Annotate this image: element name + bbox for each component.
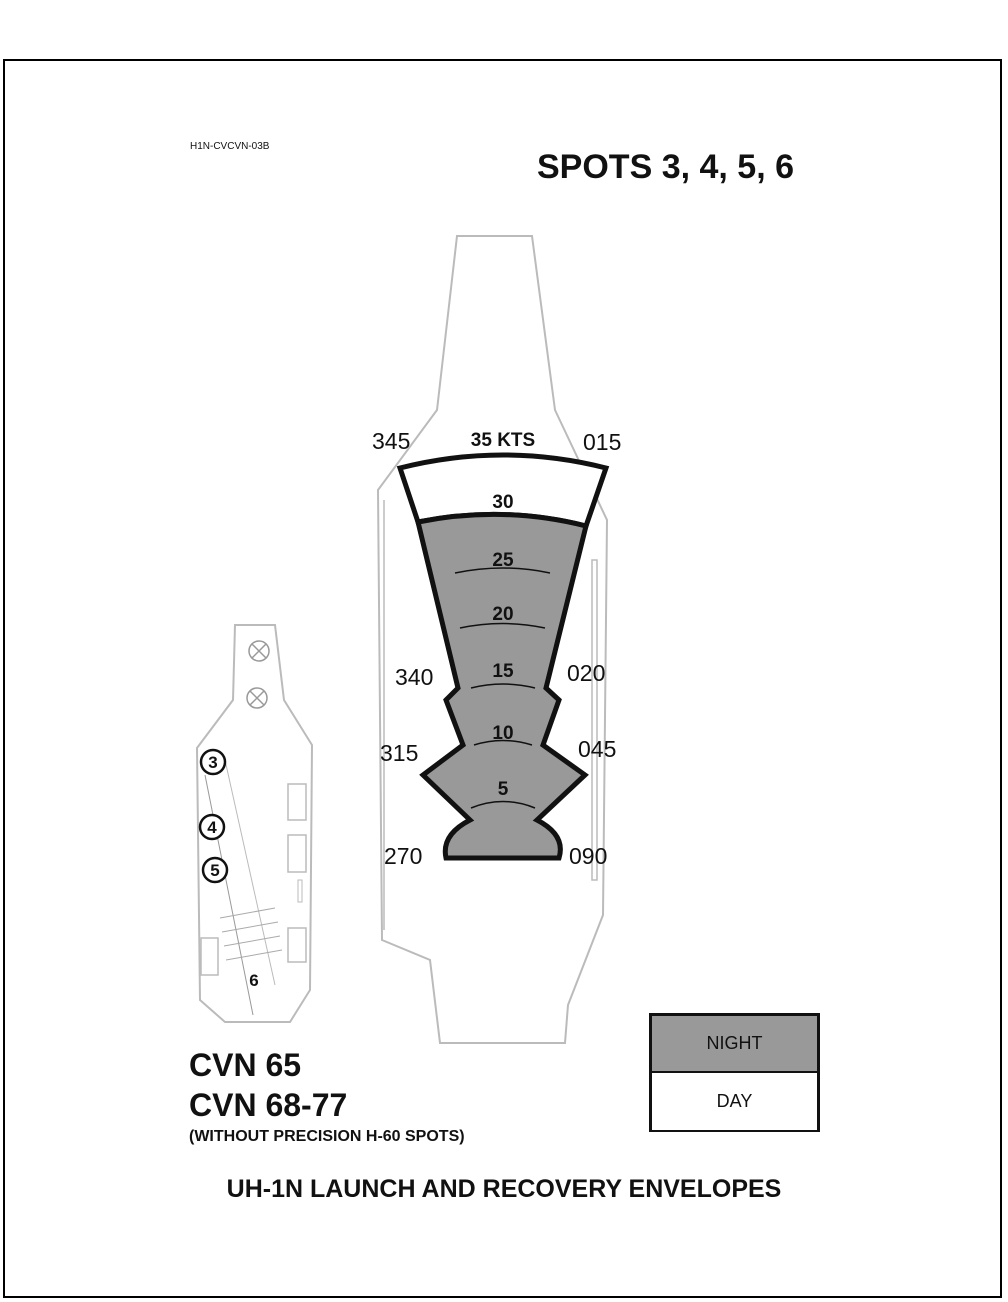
- legend: [649, 1013, 820, 1132]
- speed-label-15: 15: [492, 661, 514, 682]
- bearing-label-015: 015: [583, 429, 622, 455]
- bearing-label-315: 315: [380, 740, 419, 766]
- hull-designation-1: CVN 65: [189, 1047, 302, 1083]
- bearing-label-045: 045: [578, 736, 617, 762]
- footer-title: UH-1N LAUNCH AND RECOVERY ENVELOPES: [226, 1175, 782, 1203]
- bearing-label-090: 090: [569, 843, 608, 869]
- spots-title: SPOTS 3, 4, 5, 6: [537, 148, 795, 186]
- speed-label-25: 25: [492, 550, 514, 571]
- document-id: H1N-CVCVN-03B: [190, 141, 270, 152]
- spot-6-label: 6: [249, 971, 259, 990]
- bearing-label-345: 345: [372, 428, 411, 454]
- bearing-label-270: 270: [384, 843, 423, 869]
- spot-3-label: 3: [208, 753, 218, 772]
- bearing-label-340: 340: [395, 664, 434, 690]
- ship-inset: [197, 625, 312, 1022]
- hull-designation-2: CVN 68-77: [189, 1087, 348, 1123]
- hull-note: (WITHOUT PRECISION H-60 SPOTS): [189, 1128, 465, 1145]
- speed-label-10: 10: [492, 723, 514, 744]
- speed-label-20: 20: [492, 604, 514, 625]
- speed-label-30: 30: [492, 492, 514, 513]
- legend-night: NIGHT: [652, 1016, 817, 1073]
- speed-label-35: 35 KTS: [470, 430, 536, 451]
- speed-label-5: 5: [497, 779, 509, 800]
- bearing-label-020: 020: [567, 660, 606, 686]
- spot-5-label: 5: [210, 861, 220, 880]
- spot-4-label: 4: [207, 818, 217, 837]
- legend-day: DAY: [652, 1073, 817, 1130]
